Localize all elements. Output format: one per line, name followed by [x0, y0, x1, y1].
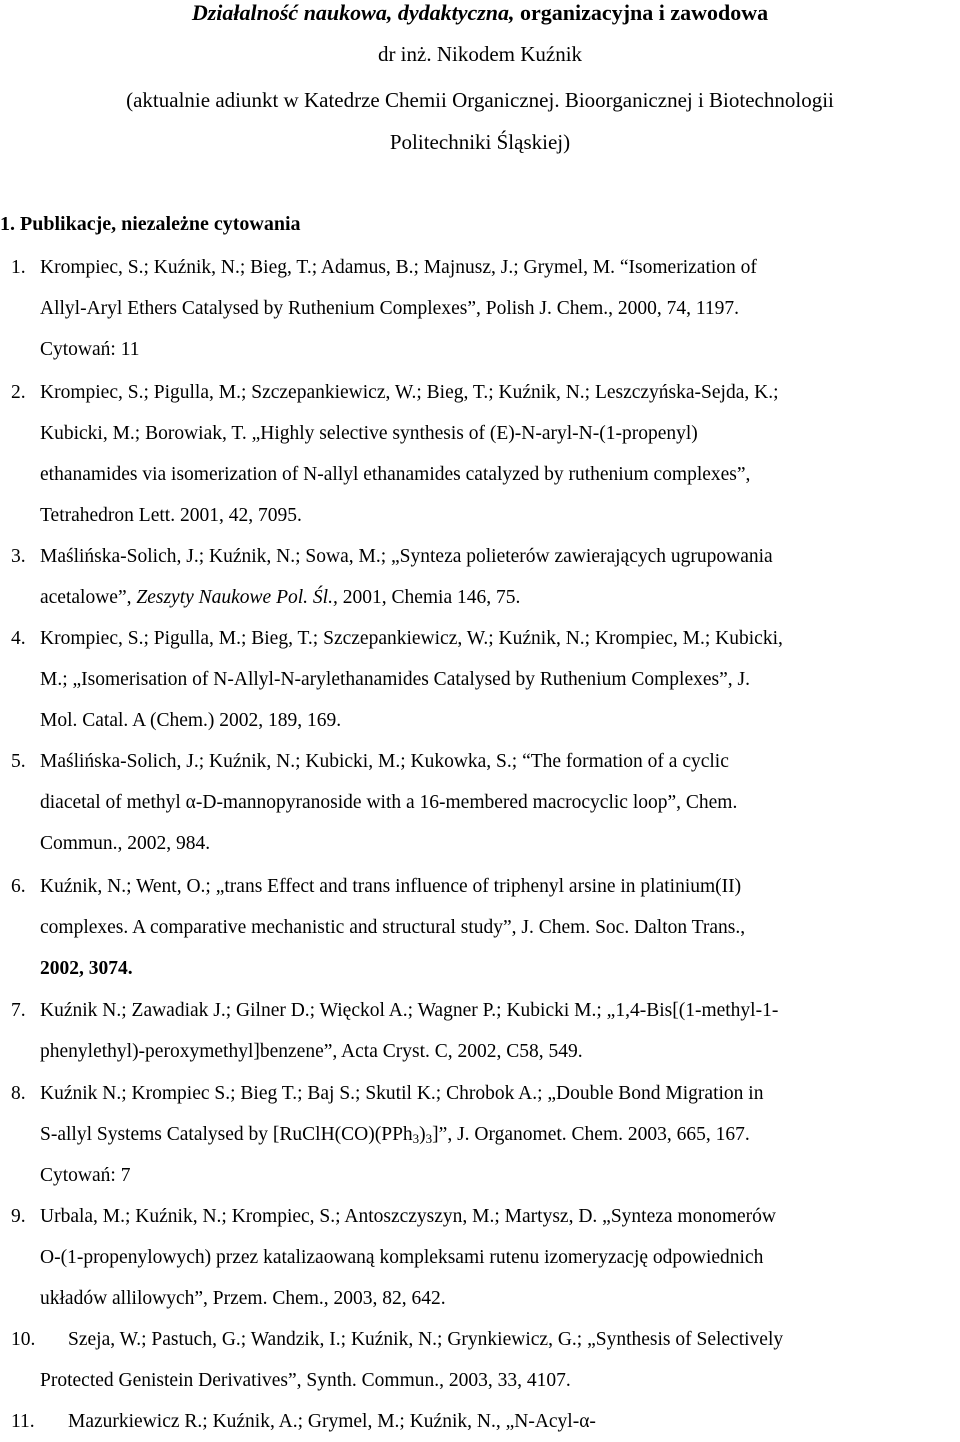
entry-line [11, 247, 953, 288]
entry-line [11, 372, 953, 413]
entry-line: ethanamides via isomerization of N-allyl ethanamides catalyzed by ruthenium complexes”, [40, 464, 751, 485]
entry-line [11, 990, 953, 1031]
section-heading: 1. Publikacje, niezależne cytowania [0, 213, 301, 235]
entry-number: 9. [11, 1206, 26, 1227]
affiliation-line-1: (aktualnie adiunkt w Katedrze Chemii Organicznej. Bioorganicznej i Biotechnologii [126, 88, 834, 112]
publication-entry [11, 741, 953, 864]
subscript: 3 [412, 1131, 420, 1146]
entry-number: 5. [11, 751, 26, 772]
publication-entry [11, 1319, 953, 1401]
entry-number: 11. [11, 1411, 35, 1432]
entry-number: 3. [11, 546, 26, 567]
publication-entry [11, 1196, 953, 1319]
entry-line: phenylethyl)-peroxymethyl]benzene”, Acta Cryst. C, 2002, C58, 549. [40, 1041, 583, 1062]
entry-text: Krompiec, S.; Pigulla, M.; Bieg, T.; Szczepankiewicz, W.; Kuźnik, N.; Krompiec, M.; Kubicki, [40, 628, 783, 649]
entry-text: Maślińska-Solich, J.; Kuźnik, N.; Sowa, M.; „Synteza polieterów zawierających ugrupowania [40, 546, 773, 567]
entry-line [11, 741, 953, 782]
entry-text: Kuźnik N.; Krompiec S.; Bieg T.; Baj S.; Skutil K.; Chrobok A.; „Double Bond Migration in [40, 1083, 764, 1104]
entry-number: 2. [11, 382, 26, 403]
entry-text: S-allyl Systems Catalysed by [RuClH(CO)(PPh [40, 1124, 413, 1145]
entry-line [11, 618, 953, 659]
entry-line [11, 1073, 953, 1114]
entry-line: 2002, 3074. [40, 958, 133, 979]
entry-text: 2001, Chemia 146, 75. [337, 587, 521, 608]
page-title [0, 0, 960, 26]
entry-line: Tetrahedron Lett. 2001, 42, 7095. [40, 505, 302, 526]
title-italic-part: Działalność naukowa, dydaktyczna, [191, 0, 515, 25]
entry-text: Krompiec, S.; Kuźnik, N.; Bieg, T.; Adamus, B.; Majnusz, J.; Grymel, M. “Isomerization of [40, 257, 757, 278]
title-rest-part: organizacyjna i zawodowa [514, 0, 769, 25]
entry-line [11, 1196, 953, 1237]
publication-entry [11, 536, 953, 618]
entry-line [11, 536, 953, 577]
entry-text: Maślińska-Solich, J.; Kuźnik, N.; Kubicki, M.; Kukowka, S.; “The formation of a cyclic [40, 751, 729, 772]
entry-number: 7. [11, 1000, 26, 1021]
entry-line: M.; „Isomerisation of N-Allyl-N-arylethanamides Catalysed by Ruthenium Complexes”, J. [40, 669, 750, 690]
entry-text: ]”, J. Organomet. Chem. 2003, 665, 167. [432, 1124, 750, 1145]
entry-number: 1. [11, 257, 26, 278]
entry-text: Krompiec, S.; Pigulla, M.; Szczepankiewicz, W.; Bieg, T.; Kuźnik, N.; Leszczyńska-Sejda, K.; [40, 382, 779, 403]
entry-line: diacetal of methyl α-D-mannopyranoside with a 16-membered macrocyclic loop”, Chem. [40, 792, 738, 813]
entry-number: 10. [11, 1329, 36, 1350]
entry-text: Kuźnik N.; Zawadiak J.; Gilner D.; Więckol A.; Wagner P.; Kubicki M.; „1,4-Bis[(1-methyl-1- [40, 1000, 779, 1021]
entry-number: 6. [11, 876, 26, 897]
publication-entry [11, 247, 953, 370]
entry-text: acetalowe”, [40, 587, 137, 608]
publication-entry [11, 1073, 953, 1196]
entry-text: Szeja, W.; Pastuch, G.; Wandzik, I.; Kuźnik, N.; Grynkiewicz, G.; „Synthesis of Selectively [68, 1329, 784, 1350]
affiliation-line-2: Politechniki Śląskiej) [389, 130, 571, 154]
entry-line [11, 1319, 953, 1360]
publication-entry [11, 372, 953, 536]
author-name: dr inż. Nikodem Kuźnik [377, 42, 583, 66]
entry-line: Commun., 2002, 984. [40, 833, 211, 854]
entry-line: Allyl-Aryl Ethers Catalysed by Ruthenium Complexes”, Polish J. Chem., 2000, 74, 1197. [40, 298, 740, 319]
publication-entry [11, 990, 953, 1072]
entry-line [11, 1114, 953, 1155]
publication-entry [11, 866, 953, 989]
entry-text: ) [419, 1124, 426, 1145]
entry-line: O-(1-propenylowych) przez katalizaowaną kompleksami rutenu izomeryzację odpowiednich [40, 1247, 764, 1268]
subscript: 3 [425, 1131, 433, 1146]
entry-line [11, 577, 953, 618]
citation-count: Cytowań: 11 [40, 339, 140, 360]
entry-line: Kubicki, M.; Borowiak, T. „Highly selective synthesis of (E)-N-aryl-N-(1-propenyl) [40, 423, 698, 444]
publication-entry [11, 618, 953, 741]
entry-text: Mazurkiewicz R.; Kuźnik, A.; Grymel, M.; Kuźnik, N., „N-Acyl-α- [68, 1411, 596, 1432]
entry-line: układów allilowych”, Przem. Chem., 2003, 82, 642. [40, 1288, 446, 1309]
entry-text: Kuźnik, N.; Went, O.; „trans Effect and trans influence of triphenyl arsine in platinium(II) [40, 876, 742, 897]
entry-line: Protected Genistein Derivatives”, Synth. Commun., 2003, 33, 4107. [40, 1370, 571, 1391]
entry-line [11, 866, 953, 907]
entry-line: complexes. A comparative mechanistic and structural study”, J. Chem. Soc. Dalton Trans., [40, 917, 746, 938]
entry-text: Urbala, M.; Kuźnik, N.; Krompiec, S.; Antoszczyszyn, M.; Martysz, D. „Synteza monomerów [40, 1206, 776, 1227]
journal-name: Zeszyty Naukowe Pol. Śl., [136, 587, 338, 608]
citation-count: Cytowań: 7 [40, 1165, 131, 1186]
entry-number: 4. [11, 628, 26, 649]
entry-line: Mol. Catal. A (Chem.) 2002, 189, 169. [40, 710, 342, 731]
entry-number: 8. [11, 1083, 26, 1104]
